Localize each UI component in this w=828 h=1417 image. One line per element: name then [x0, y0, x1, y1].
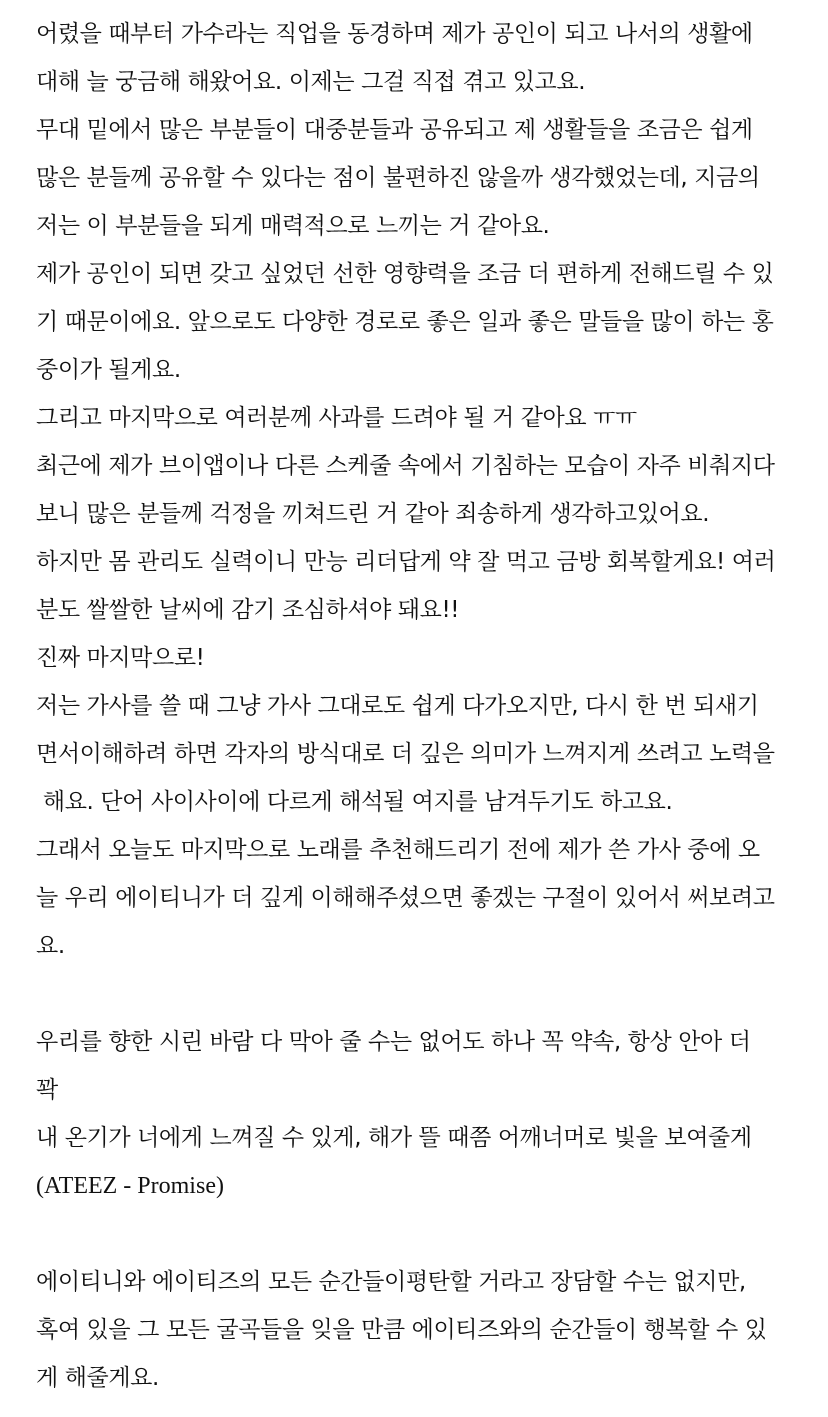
- blank-line: [36, 970, 798, 1018]
- text-line: 면서이해하려 하면 각자의 방식대로 더 깊은 의미가 느껴지게 쓰려고 노력을: [36, 741, 775, 767]
- text-line: 많은 분들께 공유할 수 있다는 점이 불편하진 않을까 생각했었는데, 지금의: [36, 165, 760, 191]
- text-line: 해요. 단어 사이사이에 다르게 해석될 여지를 남겨두기도 하고요.: [36, 789, 673, 815]
- song-credit: (ATEEZ - Promise): [36, 1173, 224, 1199]
- text-line: 보니 많은 분들께 걱정을 끼쳐드린 거 같아 죄송하게 생각하고있어요.: [36, 501, 710, 527]
- text-line: 진짜 마지막으로!: [36, 645, 205, 671]
- text-line: 그래서 오늘도 마지막으로 노래를 추천해드리기 전에 제가 쓴 가사 중에 오: [36, 837, 760, 863]
- lyric-line: 내 온기가 너에게 느껴질 수 있게, 해가 뜰 때쯤 어깨너머로 빛을 보여줄게: [36, 1125, 752, 1151]
- text-line: 늘 우리 에이티니가 더 깊게 이해해주셨으면 좋겠는 구절이 있어서 써보려고: [36, 885, 775, 911]
- text-line: 무대 밑에서 많은 부분들이 대중분들과 공유되고 제 생활들을 조금은 쉽게: [36, 117, 753, 143]
- text-line: 어렸을 때부터 가수라는 직업을 동경하며 제가 공인이 되고 나서의 생활에: [36, 21, 753, 47]
- lyric-line: 우리를 향한 시린 바람 다 막아 줄 수는 없어도 하나 꼭 약속, 항상 안아 더: [36, 1029, 751, 1055]
- text-line: 기 때문이에요. 앞으로도 다양한 경로로 좋은 일과 좋은 말들을 많이 하는 홍: [36, 309, 774, 335]
- blank-line: [36, 1210, 798, 1258]
- text-line: 중이가 될게요.: [36, 357, 181, 383]
- text-line: 게 해줄게요.: [36, 1365, 159, 1391]
- text-line: 최근에 제가 브이앱이나 다른 스케줄 속에서 기침하는 모습이 자주 비춰지다: [36, 453, 775, 479]
- text-line: 그리고 마지막으로 여러분께 사과를 드려야 될 거 같아요 ㅠㅠ: [36, 405, 637, 431]
- text-line: 저는 이 부분들을 되게 매력적으로 느끼는 거 같아요.: [36, 213, 550, 239]
- text-line: 대해 늘 궁금해 해왔어요. 이제는 그걸 직접 겪고 있고요.: [36, 69, 586, 95]
- text-line: 하지만 몸 관리도 실력이니 만능 리더답게 약 잘 먹고 금방 회복할게요! 여러: [36, 549, 776, 575]
- text-line: 에이티니와 에이티즈의 모든 순간들이평탄할 거라고 장담할 수는 없지만,: [36, 1269, 746, 1295]
- text-line: 분도 쌀쌀한 날씨에 감기 조심하셔야 돼요!!: [36, 597, 460, 623]
- text-line: 요.: [36, 933, 65, 959]
- text-line: 혹여 있을 그 모든 굴곡들을 잊을 만큼 에이티즈와의 순간들이 행복할 수 있: [36, 1317, 767, 1343]
- lyric-line: 꽉: [36, 1077, 58, 1103]
- text-line: 제가 공인이 되면 갖고 싶었던 선한 영향력을 조금 더 편하게 전해드릴 수 있: [36, 261, 774, 287]
- text-line: 저는 가사를 쓸 때 그냥 가사 그대로도 쉽게 다가오지만, 다시 한 번 되새기: [36, 693, 759, 719]
